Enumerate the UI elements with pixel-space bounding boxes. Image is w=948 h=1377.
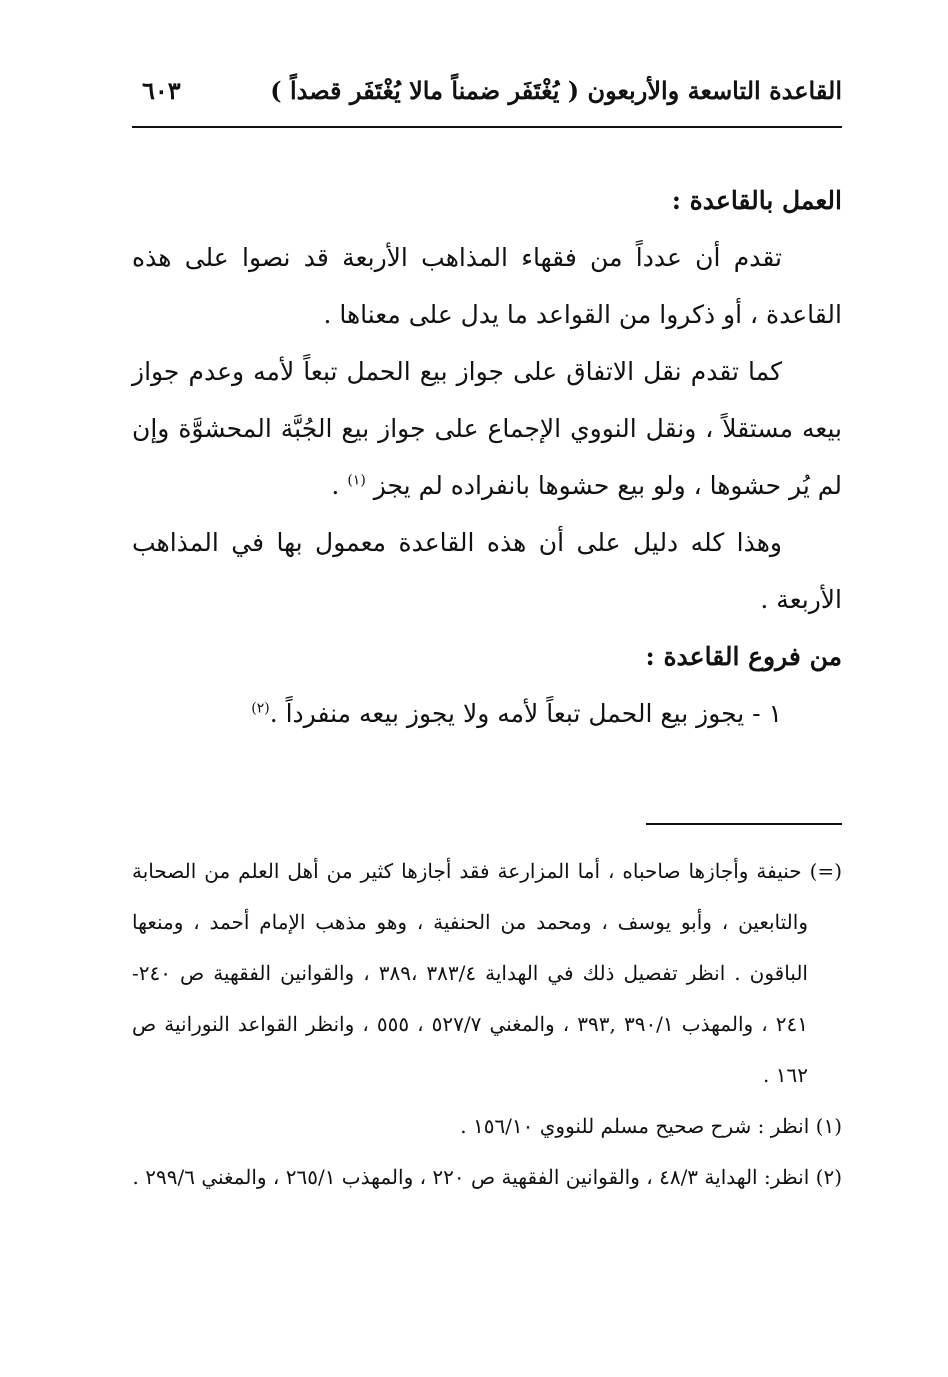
book-page	[132, 0, 842, 1377]
running-title: القاعدة التاسعة والأربعون ( يُغْتَفَر ضمناً مالا يُغْتَفَر قصداً )	[270, 76, 842, 105]
footnote-divider	[646, 823, 842, 825]
section-heading-application: العمل بالقاعدة :	[671, 186, 842, 215]
branch-item-1	[132, 685, 842, 742]
header-divider	[132, 126, 842, 128]
footnotes	[132, 846, 842, 1203]
footnote-1: (١) انظر : شرح صحيح مسلم للنووي ١٥٦/١٠ .	[460, 1114, 842, 1138]
section-heading-branches: من فروع القاعدة :	[645, 642, 842, 671]
paragraph-3: وهذا كله دليل على أن هذه القاعدة معمول بها في المذاهب الأربعة .	[132, 528, 842, 614]
branch-item-1-text: ١ - يجوز بيع الحمل تبعاً لأمه ولا يجوز بيعه منفرداً .	[269, 699, 782, 728]
running-header	[132, 76, 842, 120]
main-text	[132, 172, 842, 742]
paragraph-2	[132, 343, 842, 514]
paragraph-2-end: .	[331, 471, 348, 500]
footnote-ref-1[interactable]: (١)	[347, 472, 366, 489]
page-number: ٦٠٣	[142, 76, 181, 105]
paragraph-1: تقدم أن عدداً من فقهاء المذاهب الأربعة قد نصوا على هذه القاعدة ، أو ذكروا من القواعد ما يدل على معناها .	[132, 243, 842, 329]
footnote-ref-2[interactable]: (٢)	[251, 700, 270, 717]
paragraph-2-text: كما تقدم نقل الاتفاق على جواز بيع الحمل تبعاً لأمه وعدم جواز بيعه مستقلاً ، ونقل النووي الإجماع على جواز بيع الجُبَّة المحشوَّة وإن لم يُر حشوها ، ولو بيع حشوها بانفراده لم يجز	[132, 357, 842, 500]
footnote-continued: (=) حنيفة وأجازها صاحباه ، أما المزارعة فقد أجازها كثير من أهل العلم من الصحابة والتابعين ، وأبو يوسف ، ومحمد من الحنفية ، وهو مذهب الإمام أحمد ، ومنعها الباقون . انظر تفصيل ذلك في الهداية ٣٨٣/٤ ،٣٨٩ ، والقوانين الفقهية ص ٢٤٠- ٢٤١ ، والمهذب ٣٩٠/١ ,٣٩٣ ، والمغني ٥٢٧/٧ ، ٥٥٥ ، وانظر القواعد النورانية ص ١٦٢ .	[132, 859, 842, 1087]
footnote-2: (٢) انظر: الهداية ٤٨/٣ ، والقوانين الفقهية ص ٢٢٠ ، والمهذب ٢٦٥/١ ، والمغني ٢٩٩/٦ .	[132, 1165, 842, 1189]
